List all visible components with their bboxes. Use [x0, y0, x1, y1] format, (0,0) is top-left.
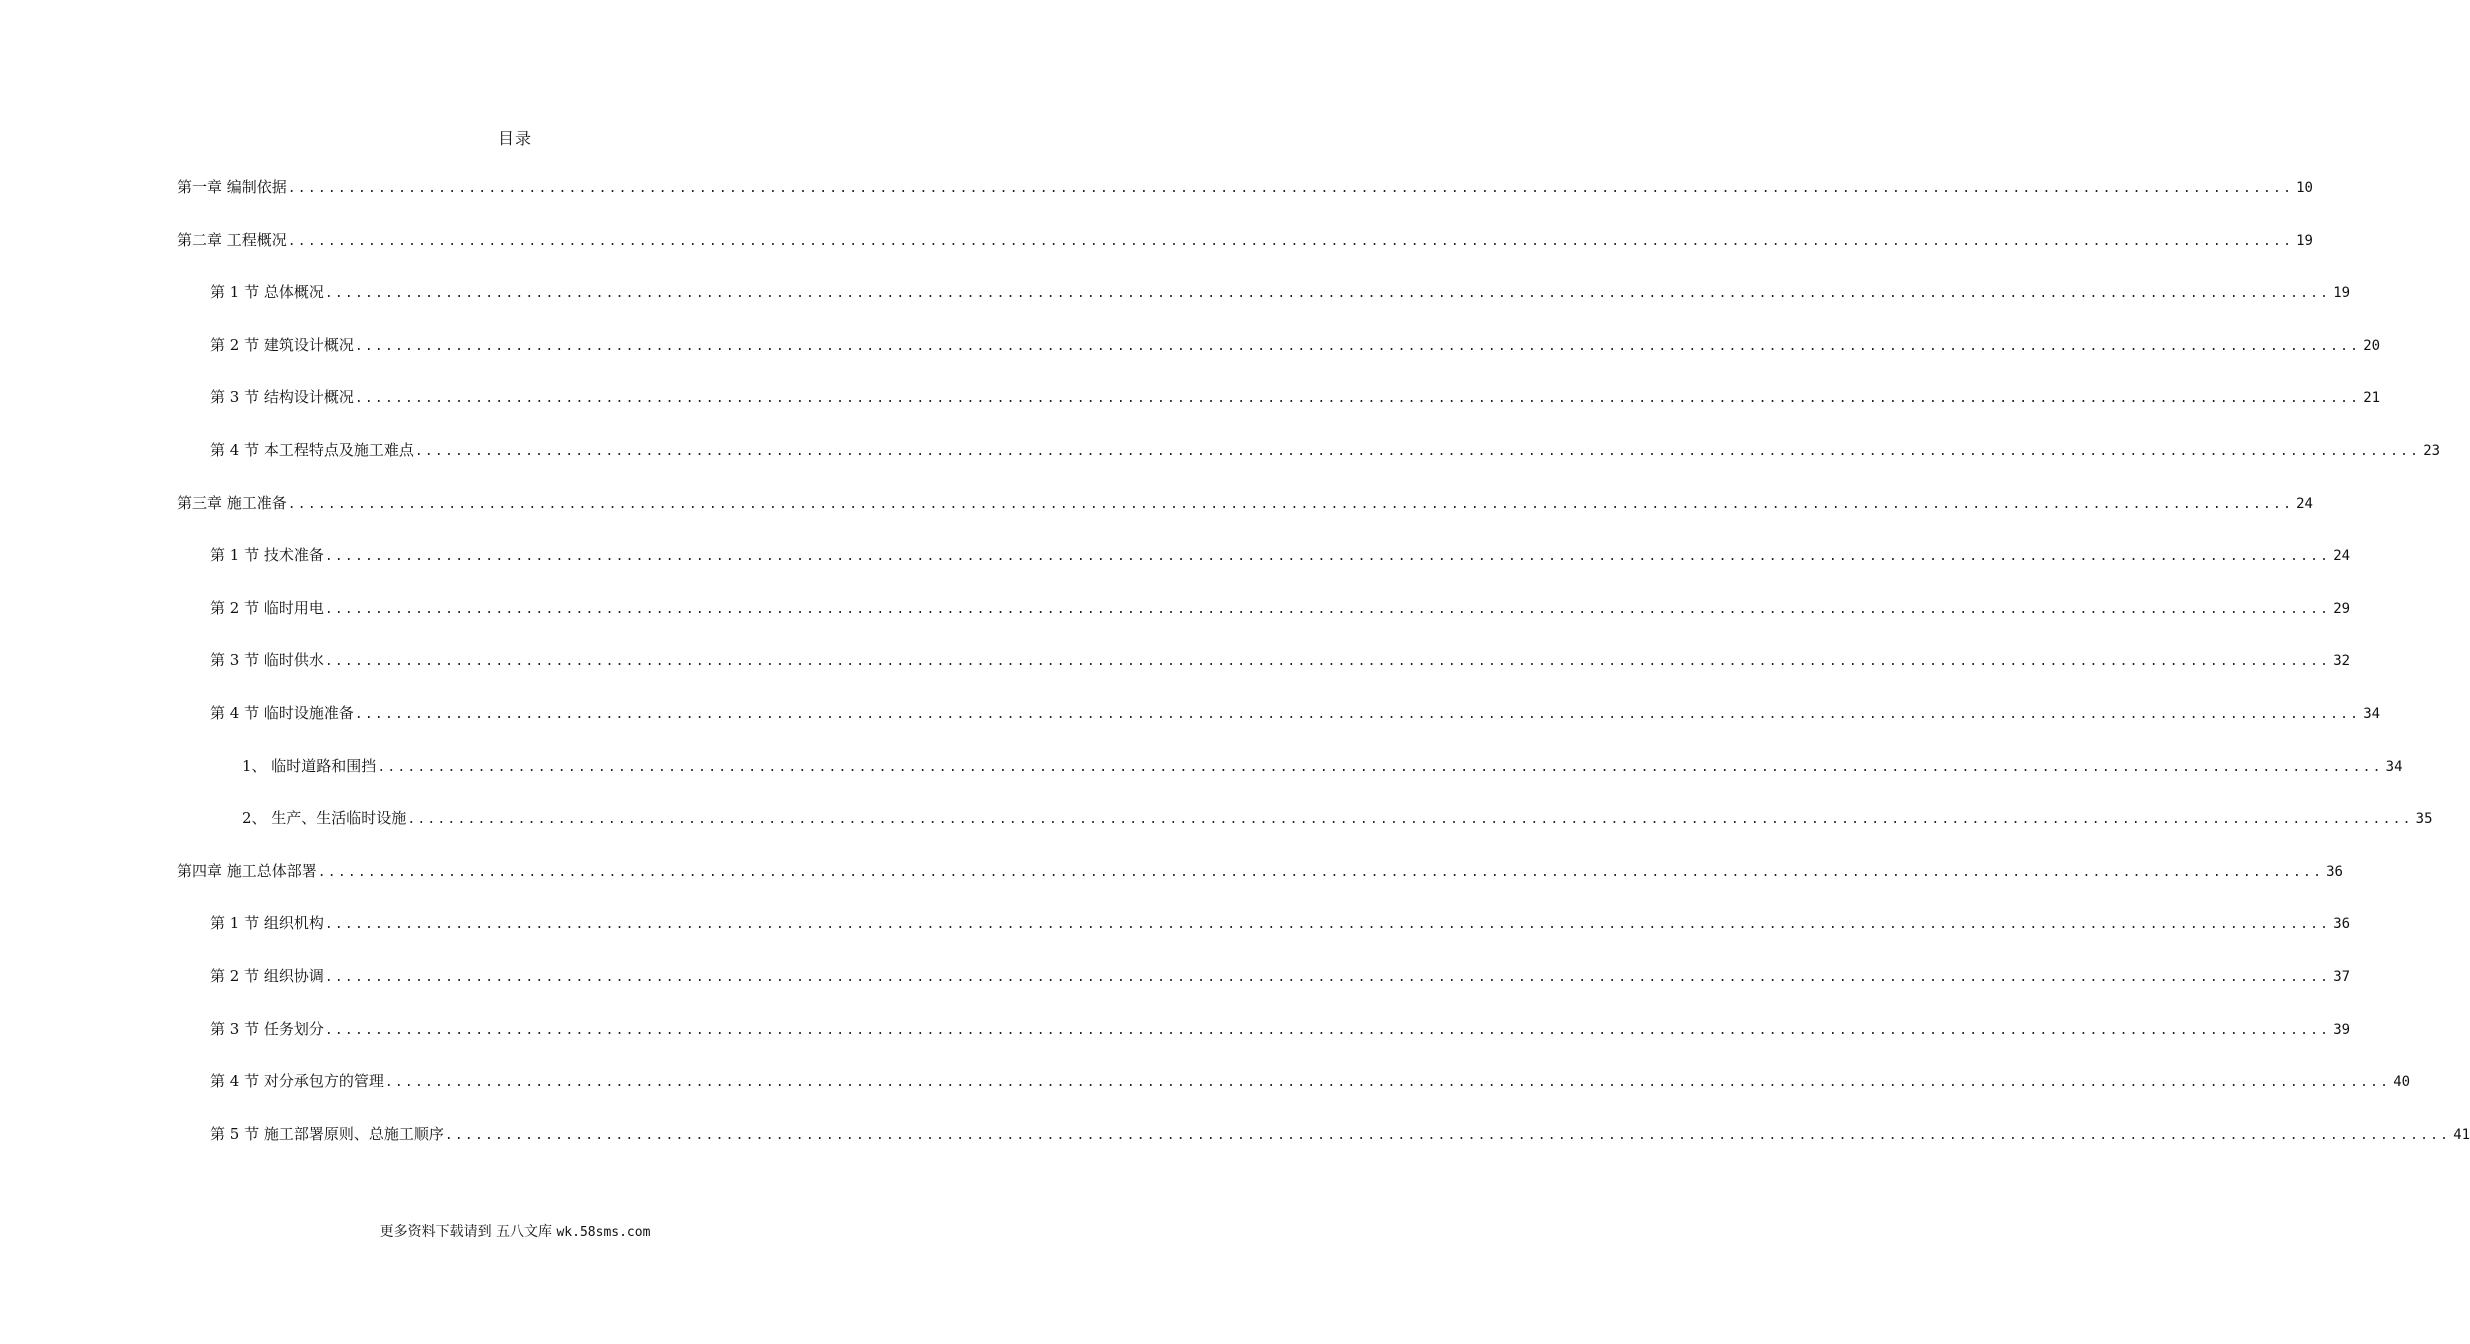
- toc-entry[interactable]: [210, 649, 2351, 679]
- toc-entry[interactable]: [210, 1123, 2470, 1153]
- toc-page-number: 24: [2296, 496, 2313, 512]
- toc-entry[interactable]: [177, 176, 2313, 206]
- toc-entry[interactable]: [242, 755, 2403, 785]
- toc-entry-label: 第 5 节 施工部署原则、总施工顺序: [210, 1125, 444, 1143]
- toc-entry[interactable]: [210, 1018, 2351, 1048]
- toc-title: 目录: [497, 129, 532, 148]
- toc-dot-leader: ........................................................................................................................................................................................................: [324, 654, 2331, 669]
- toc-page-number: 19: [2296, 233, 2313, 249]
- toc-entry-label: 第四章 施工总体部署: [177, 862, 317, 880]
- toc-page-number: 20: [2363, 338, 2381, 354]
- toc-page-number: 37: [2333, 969, 2351, 985]
- toc-page-number: 32: [2333, 653, 2351, 669]
- toc-entry-label: 第二章 工程概况: [177, 231, 287, 249]
- toc-entry[interactable]: [177, 860, 2343, 890]
- toc-page-number: 41: [2453, 1127, 2470, 1143]
- toc-dot-leader: ........................................................................................................................................................................................................: [384, 1075, 2391, 1090]
- toc-entry-label: 第 2 节 建筑设计概况: [210, 336, 354, 354]
- toc-entry[interactable]: [210, 386, 2381, 416]
- toc-entry-label: 1、 临时道路和围挡: [242, 757, 377, 775]
- toc-entry-label: 第 3 节 任务划分: [210, 1020, 324, 1038]
- toc-entry[interactable]: [242, 807, 2433, 837]
- toc-dot-leader: ........................................................................................................................................................................................................: [324, 286, 2331, 301]
- footer-text: 更多资料下载请到 五八文库: [379, 1224, 553, 1240]
- toc-dot-leader: ........................................................................................................................................................................................................: [414, 444, 2421, 459]
- toc-page-number: 34: [2385, 759, 2403, 775]
- toc-entry[interactable]: [210, 702, 2381, 732]
- toc-dot-leader: ........................................................................................................................................................................................................: [324, 1023, 2331, 1038]
- toc-dot-leader: ........................................................................................................................................................................................................: [354, 339, 2361, 354]
- toc-entry-label: 第 4 节 对分承包方的管理: [210, 1072, 384, 1090]
- toc-entry-label: 第三章 施工准备: [177, 494, 287, 512]
- toc-page-number: 39: [2333, 1022, 2351, 1038]
- toc-dot-leader: ........................................................................................................................................................................................................: [444, 1128, 2451, 1143]
- toc-dot-leader: ........................................................................................................................................................................................................: [324, 549, 2331, 564]
- toc-entry[interactable]: [210, 965, 2351, 995]
- footer-site-link[interactable]: wk.58sms.com: [556, 1225, 651, 1240]
- toc-entry-label: 第 1 节 总体概况: [210, 283, 324, 301]
- toc-page-number: 34: [2363, 706, 2381, 722]
- toc-entry[interactable]: [210, 439, 2441, 469]
- toc-dot-leader: ........................................................................................................................................................................................................: [287, 234, 2294, 249]
- toc-entry[interactable]: [210, 1070, 2411, 1100]
- toc-entry-label: 第 3 节 临时供水: [210, 651, 324, 669]
- toc-dot-leader: ........................................................................................................................................................................................................: [324, 917, 2331, 932]
- toc-dot-leader: ........................................................................................................................................................................................................: [354, 391, 2361, 406]
- toc-dot-leader: ........................................................................................................................................................................................................: [354, 707, 2361, 722]
- toc-entry[interactable]: [210, 334, 2381, 364]
- toc-entry-label: 第 2 节 组织协调: [210, 967, 324, 985]
- toc-dot-leader: ........................................................................................................................................................................................................: [317, 865, 2324, 880]
- toc-entry[interactable]: [177, 229, 2313, 259]
- toc-page-number: 21: [2363, 390, 2381, 406]
- toc-entry[interactable]: [177, 492, 2313, 522]
- toc-dot-leader: ........................................................................................................................................................................................................: [377, 760, 2383, 775]
- toc-entry-label: 第一章 编制依据: [177, 178, 287, 196]
- toc-entry[interactable]: [210, 912, 2351, 942]
- toc-entry-label: 第 2 节 临时用电: [210, 599, 324, 617]
- toc-entry-label: 第 4 节 临时设施准备: [210, 704, 354, 722]
- toc-page-number: 19: [2333, 285, 2351, 301]
- toc-page-number: 29: [2333, 601, 2351, 617]
- toc-entry-label: 第 4 节 本工程特点及施工难点: [210, 441, 414, 459]
- toc-page-number: 24: [2333, 548, 2351, 564]
- toc-dot-leader: ........................................................................................................................................................................................................: [324, 970, 2331, 985]
- toc-entry-label: 第 3 节 结构设计概况: [210, 388, 354, 406]
- toc-page-number: 36: [2326, 864, 2343, 880]
- toc-dot-leader: ........................................................................................................................................................................................................: [287, 181, 2294, 196]
- toc-page-number: 23: [2423, 443, 2441, 459]
- toc-page-number: 36: [2333, 916, 2351, 932]
- toc-entry-label: 第 1 节 组织机构: [210, 914, 324, 932]
- toc-entry[interactable]: [210, 281, 2351, 311]
- toc-entry-label: 第 1 节 技术准备: [210, 546, 324, 564]
- toc-entry[interactable]: [210, 597, 2351, 627]
- footer: [0, 1221, 1030, 1241]
- toc-entry[interactable]: [210, 544, 2351, 574]
- toc-dot-leader: ........................................................................................................................................................................................................: [287, 497, 2294, 512]
- toc-entry-label: 2、 生产、生活临时设施: [242, 809, 407, 827]
- toc-dot-leader: ........................................................................................................................................................................................................: [324, 602, 2331, 617]
- toc-dot-leader: ........................................................................................................................................................................................................: [407, 812, 2413, 827]
- toc-page-number: 10: [2296, 180, 2313, 196]
- toc-page-number: 40: [2393, 1074, 2411, 1090]
- toc-page-number: 35: [2415, 811, 2433, 827]
